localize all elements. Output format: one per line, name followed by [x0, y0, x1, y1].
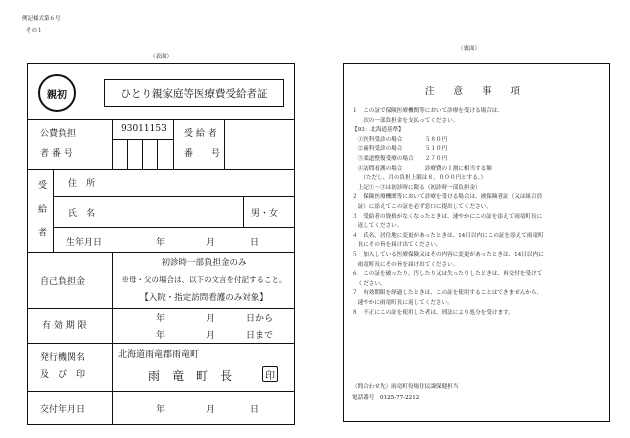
front-side-label: （表面）	[150, 54, 173, 60]
notice-line: ②歯科受診の場合 ５１０円	[352, 146, 448, 153]
recipient-number-label-2: 番 号	[184, 149, 221, 159]
notice-line: ６ この証を破ったり、汚したり又は失ったりしたときは、再交付を受けて	[352, 271, 543, 278]
valid-until-suffix: 日まで	[246, 331, 274, 341]
notice-line: 上記①～③は初診時に限る（初診時一部負担金）	[352, 184, 481, 191]
rule	[142, 139, 143, 169]
recipient-number-label-1: 受 給 者	[184, 129, 217, 139]
rule	[173, 119, 174, 169]
name-label: 氏 名	[68, 209, 96, 219]
birth-year: 年	[156, 238, 166, 248]
notice-line: ２ 保険医療機関等において診療を受ける場合は、被保険者証（又は組合員	[352, 194, 543, 201]
rule	[243, 196, 244, 227]
recipient-section-label: 受 給 者	[36, 180, 46, 243]
notice-line: 次の一部負担金を支払ってください。	[352, 117, 459, 124]
issue-year: 年	[156, 405, 166, 415]
notice-line: ７ 有効期限を経過したときは、この証を使用することはできませんから、	[352, 290, 543, 297]
notice-line: 長にその旨を届け出てください。	[352, 242, 442, 249]
form-number: 例記様式第６号	[22, 16, 61, 22]
copay-line-2: ※母・父の場合は、以下の文言を付記すること。	[121, 275, 287, 284]
rule	[224, 119, 225, 169]
contact-phone: 電話番号 0125-77-2212	[352, 395, 420, 401]
rule	[112, 119, 113, 169]
valid-until-month: 月	[206, 331, 216, 341]
form-sub: その１	[26, 28, 43, 34]
copay-line-1: 初診時一部負担金のみ	[161, 258, 247, 268]
rule	[28, 169, 294, 170]
valid-from-month: 月	[206, 314, 216, 324]
rule	[53, 196, 294, 197]
rule	[127, 139, 128, 169]
issuer-name: 雨 竜 町 長	[148, 369, 233, 383]
copay-line-3: 【入院・指定訪問看護のみ対象】	[140, 293, 268, 303]
rule	[28, 308, 294, 309]
notice-line: （ただし、月の負担上限は８，０００円とする。）	[352, 175, 487, 182]
issuer-label-1: 発行機関名	[40, 353, 86, 363]
birth-month: 月	[206, 238, 216, 248]
rule	[53, 169, 54, 252]
notice-line: ８ 不正にこの証を使用した者は、刑法により処分を受けます。	[352, 309, 514, 316]
notice-line: ３ 受給者の資格がなくなったときは、速やかにこの証を添えて雨竜町長に	[352, 213, 543, 220]
notice-line: ③柔道整復受療の場合 ２７０円	[352, 156, 448, 162]
notice-line: ④訪問看護の場合 診療費の１割に相当する額	[352, 165, 492, 172]
rule	[28, 343, 294, 344]
copay-label: 自己負担金	[40, 277, 86, 287]
back-side-label: （裏面）	[458, 46, 481, 52]
notice-line: １ この証で保険医療機関等において診療を受ける場合は、	[352, 108, 504, 114]
notice-line: ください。	[352, 280, 386, 287]
validity-label: 有 効 期 限	[42, 321, 87, 331]
issue-month: 月	[206, 405, 216, 415]
payer-label-1: 公費負担	[40, 129, 77, 139]
valid-from-year: 年	[156, 314, 166, 324]
notice-line: ①医科受診の場合 ５８０円	[352, 136, 448, 143]
notice-title: 注 意 事 項	[424, 86, 529, 97]
rule	[53, 227, 294, 228]
rule	[157, 139, 158, 169]
issuer-label-2: 及 び 印	[40, 370, 86, 380]
notice-line: ５ 加入している医療保険又はその内容に変更があったときは、14日以内に	[352, 252, 544, 258]
birth-day: 日	[250, 238, 260, 248]
rule	[28, 391, 294, 392]
payer-label-2: 者 番 号	[40, 149, 73, 159]
sex-field: 男・女	[251, 209, 279, 219]
rule	[28, 119, 294, 120]
logo-text: 親初	[47, 89, 67, 101]
contact-office: （問合わせ先）雨竜町役場住民課保健担当	[352, 384, 459, 390]
back-card	[343, 63, 610, 422]
notice-line: ４ 氏名、居住地に変更があったときは、14日以内にこの証を添えて雨竜町	[352, 232, 544, 239]
rule	[28, 252, 294, 253]
notice-line: 雨竜町長にその旨を届け出てください。	[352, 261, 459, 268]
certificate-title: ひとり親家庭等医療費受給者証	[104, 79, 284, 107]
notice-line: 速やかに雨竜町長に返してください。	[352, 300, 453, 306]
payer-number: 93011153	[121, 124, 167, 134]
valid-from-suffix: 日から	[246, 314, 274, 324]
valid-until-year: 年	[156, 331, 166, 341]
certificate-logo	[38, 74, 76, 112]
issuer-address: 北海道雨竜郡雨竜町	[118, 350, 200, 360]
issue-date-label: 交付年月日	[40, 405, 86, 415]
front-card	[27, 63, 295, 425]
notice-line: 【93：北海道基準】	[352, 127, 404, 134]
notice-line: 返してください。	[352, 223, 403, 230]
address-label: 住 所	[68, 179, 96, 189]
issue-day: 日	[250, 405, 260, 415]
birth-date-label: 生年月日	[66, 238, 103, 248]
official-seal: 印	[262, 366, 278, 382]
notice-line: 証）に添えてこの証を必ず窓口に提出してください。	[352, 204, 492, 210]
